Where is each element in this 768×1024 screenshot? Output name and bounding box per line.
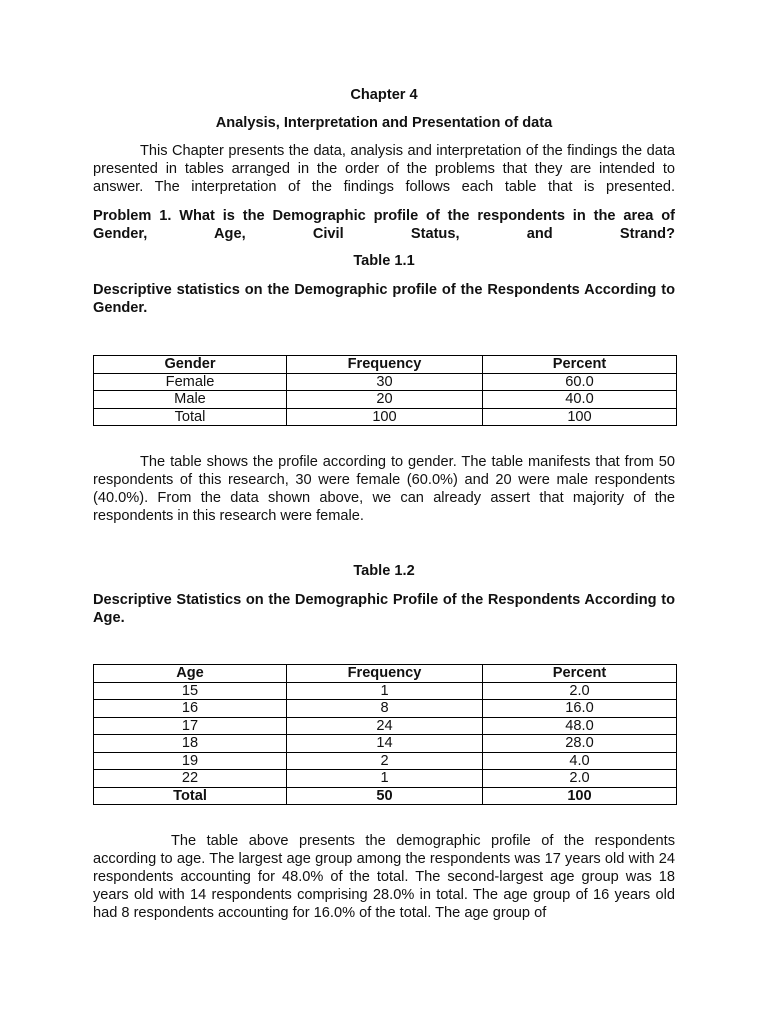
table1-interpretation-text: The table shows the profile according to gender. The table manifests that from 50 respondents of this research, 30 were female (60.0%) and 20 were male respondents (40.0%). From the data shown above, we can already assert that majority of the respondents in this research were female.: [93, 454, 675, 524]
table1-caption: [93, 281, 675, 317]
age-table: [93, 664, 677, 805]
table1-interpretation: [93, 453, 675, 525]
table-header-row: [94, 356, 677, 374]
table-row: [94, 373, 677, 391]
table2-caption-text: Descriptive Statistics on the Demographic Profile of the Respondents According to Age.: [93, 592, 675, 626]
table2-label: Table 1.2: [353, 563, 415, 579]
table-cell: 100: [483, 408, 677, 426]
table-header-cell: Frequency: [287, 356, 483, 374]
table-cell: 60.0: [483, 373, 677, 391]
table-cell: 24: [287, 717, 483, 735]
table-header-cell: Frequency: [287, 665, 483, 683]
table-header-cell: Age: [94, 665, 287, 683]
table-cell: 16: [94, 700, 287, 718]
table-row: [94, 735, 677, 753]
table-cell: 100: [483, 787, 677, 805]
table-row: [94, 408, 677, 426]
table-cell: 14: [287, 735, 483, 753]
table-cell: 100: [287, 408, 483, 426]
table-cell: 30: [287, 373, 483, 391]
table-cell: 2.0: [483, 770, 677, 788]
table-cell: 16.0: [483, 700, 677, 718]
table-row: [94, 700, 677, 718]
gender-table: [93, 355, 677, 426]
table-row: [94, 682, 677, 700]
table2-caption: [93, 591, 675, 627]
table-row: [94, 752, 677, 770]
table-cell: 1: [287, 770, 483, 788]
table-cell: 40.0: [483, 391, 677, 409]
table2-interpretation: [93, 832, 675, 922]
table-cell: 2.0: [483, 682, 677, 700]
chapter-title: Chapter 4: [350, 87, 418, 103]
table2-interpretation-text: The table above presents the demographic profile of the respondents according to age. The largest age group among the respondents was 17 years old with 24 respondents accounting for 48.0% of the total. The second-largest age group was 18 years old with 14 respondents comprising 28.0% in total. The age group of 16 years old had 8 respondents accounting for 16.0% of the total. The age group of: [93, 833, 675, 921]
table-cell: 4.0: [483, 752, 677, 770]
problem-statement-text: Problem 1. What is the Demographic profile of the respondents in the area of Gender, Age, Civil Status, and Strand?: [93, 208, 675, 242]
table-cell: 1: [287, 682, 483, 700]
table-cell: Female: [94, 373, 287, 391]
table-cell: 28.0: [483, 735, 677, 753]
intro-paragraph: [93, 142, 675, 196]
table1-label: Table 1.1: [353, 253, 415, 269]
table-header-row: [94, 665, 677, 683]
table1-caption-text: Descriptive statistics on the Demographic profile of the Respondents According to Gender.: [93, 282, 675, 316]
table-row: [94, 770, 677, 788]
table-cell: 48.0: [483, 717, 677, 735]
table-cell: Male: [94, 391, 287, 409]
table-header-cell: Percent: [483, 665, 677, 683]
intro-paragraph-text: This Chapter presents the data, analysis and interpretation of the findings the data presented in tables arranged in the order of the problems that they are intended to answer. The interpretation of the findings follows each table that is presented.: [93, 143, 675, 195]
table-cell: Total: [94, 408, 287, 426]
table-cell: 19: [94, 752, 287, 770]
chapter-subtitle: Analysis, Interpretation and Presentation of data: [215, 115, 553, 131]
table-cell: 8: [287, 700, 483, 718]
table-row: [94, 717, 677, 735]
table-cell: 2: [287, 752, 483, 770]
table-header-cell: Gender: [94, 356, 287, 374]
table-row: [94, 391, 677, 409]
table-header-cell: Percent: [483, 356, 677, 374]
table-cell: 20: [287, 391, 483, 409]
problem-statement: [93, 207, 675, 243]
table-cell: 15: [94, 682, 287, 700]
table-cell: 50: [287, 787, 483, 805]
table-cell: 18: [94, 735, 287, 753]
table-cell: 17: [94, 717, 287, 735]
table-total-row: [94, 787, 677, 805]
table-cell: Total: [94, 787, 287, 805]
table-cell: 22: [94, 770, 287, 788]
